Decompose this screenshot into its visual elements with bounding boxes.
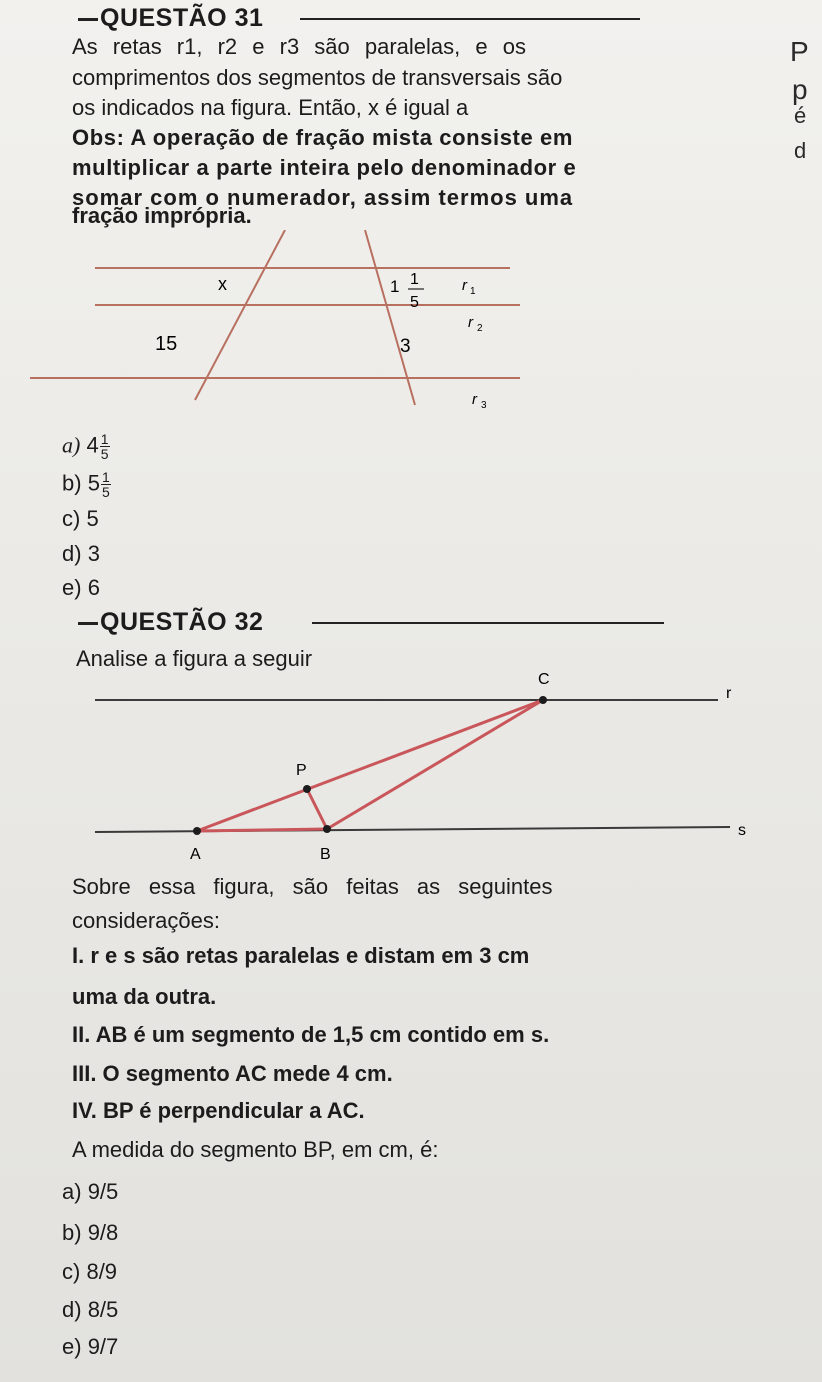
- q31-obs-line: Obs: A operação de fração mista consiste em: [72, 125, 574, 150]
- margin-fragment: d: [794, 138, 807, 163]
- question-31-title: QUESTÃO 31: [100, 4, 264, 32]
- heading-rule: [312, 622, 664, 624]
- q32-triangle-figure: [0, 665, 822, 875]
- option-letter: a): [62, 432, 81, 458]
- option-letter: a): [62, 1179, 82, 1204]
- q31-text-line: comprimentos dos segmentos de transversais são: [72, 65, 563, 90]
- q32-statement: IV. BP é perpendicular a AC.: [72, 1098, 365, 1123]
- q31-obs-line: multiplicar a parte inteira pelo denominador e: [72, 155, 577, 180]
- option-text: 5: [86, 506, 99, 531]
- q31-option-c[interactable]: [62, 506, 99, 532]
- option-text: 9/7: [87, 1334, 119, 1359]
- option-letter: b): [62, 1220, 82, 1245]
- q32-option-c[interactable]: [62, 1259, 117, 1285]
- label-s: s: [738, 822, 746, 839]
- option-fraction: [100, 432, 110, 461]
- point-A: [193, 827, 201, 835]
- point-B: [323, 825, 331, 833]
- option-numerator: 1: [101, 469, 110, 485]
- q32-option-e[interactable]: [62, 1334, 118, 1360]
- label-mixed-den: 5: [410, 294, 419, 311]
- option-letter: e): [62, 575, 82, 600]
- option-text: 9/5: [87, 1179, 119, 1204]
- label-r2: r: [468, 314, 473, 331]
- label-3: 3: [400, 336, 411, 357]
- q31-obs-line: somar com o numerador, assim termos uma: [72, 185, 574, 210]
- label-r1: r: [462, 277, 467, 294]
- option-letter: e): [62, 1334, 82, 1359]
- question-31-heading: [78, 4, 263, 33]
- q32-question: A medida do segmento BP, em cm, é:: [72, 1137, 439, 1162]
- q32-after-line: Sobre essa figura, são feitas as seguintes: [72, 874, 553, 899]
- segment-AC: [197, 700, 543, 831]
- margin-fragment: é: [794, 103, 807, 128]
- label-mixed-num: 1: [410, 271, 419, 288]
- margin-fragment: P: [790, 36, 809, 67]
- label-15: 15: [155, 333, 178, 355]
- q31-parallel-lines-figure: [0, 230, 822, 430]
- segment-BP: [307, 789, 327, 829]
- question-32-heading: [78, 608, 263, 637]
- option-text: 8/5: [87, 1297, 119, 1322]
- option-whole: 5: [87, 470, 100, 496]
- option-letter: d): [62, 541, 82, 566]
- label-r1-sub: 1: [470, 286, 476, 297]
- q32-statement: II. AB é um segmento de 1,5 cm contido em s.: [72, 1022, 550, 1047]
- margin-fragment: p: [792, 74, 808, 105]
- q32-option-a[interactable]: [62, 1179, 118, 1205]
- question-32-title: QUESTÃO 32: [100, 608, 264, 636]
- q31-option-d[interactable]: [62, 541, 100, 567]
- segment-BC: [327, 700, 543, 829]
- option-text: 3: [87, 541, 100, 566]
- q32-after-line: considerações:: [72, 908, 220, 933]
- q32-statement: III. O segmento AC mede 4 cm.: [72, 1061, 393, 1086]
- label-A: A: [190, 846, 201, 863]
- q31-option-e[interactable]: [62, 575, 100, 601]
- label-r: r: [726, 685, 732, 702]
- label-r3-sub: 3: [481, 400, 487, 411]
- q31-obs-line: fração imprópria.: [72, 203, 252, 228]
- option-letter: c): [62, 1259, 81, 1284]
- label-B: B: [320, 846, 331, 863]
- option-denominator: 5: [100, 446, 109, 462]
- option-numerator: 1: [100, 431, 109, 447]
- label-x: x: [218, 274, 227, 294]
- point-P: [303, 785, 311, 793]
- transversal-left: [195, 230, 285, 400]
- label-r3: r: [472, 391, 477, 408]
- option-text: 8/9: [86, 1259, 118, 1284]
- label-C: C: [538, 671, 550, 688]
- q31-option-a[interactable]: [62, 432, 110, 461]
- option-fraction: [101, 470, 111, 499]
- option-letter: b): [62, 470, 82, 496]
- q32-intro: Analise a figura a seguir: [76, 646, 313, 671]
- option-text: 9/8: [87, 1220, 119, 1245]
- q32-statement: uma da outra.: [72, 984, 217, 1009]
- label-r2-sub: 2: [477, 323, 483, 334]
- option-whole: 4: [86, 432, 99, 458]
- label-P: P: [296, 762, 307, 779]
- option-denominator: 5: [101, 484, 110, 500]
- option-letter: d): [62, 1297, 82, 1322]
- option-text: 6: [87, 575, 100, 600]
- q31-text-line: os indicados na figura. Então, x é igual a: [72, 95, 469, 120]
- label-mixed-whole: 1: [390, 277, 400, 296]
- point-C: [539, 696, 547, 704]
- segment-AB: [197, 829, 327, 831]
- q31-text-line: As retas r1, r2 e r3 são paralelas, e os: [72, 34, 526, 59]
- q32-option-d[interactable]: [62, 1297, 118, 1323]
- heading-rule: [300, 18, 640, 20]
- q31-option-b[interactable]: [62, 470, 111, 499]
- q32-statement: I. r e s são retas paralelas e distam em 3 cm: [72, 943, 530, 968]
- line-s: [95, 827, 730, 832]
- option-letter: c): [62, 506, 81, 531]
- q32-option-b[interactable]: [62, 1220, 118, 1246]
